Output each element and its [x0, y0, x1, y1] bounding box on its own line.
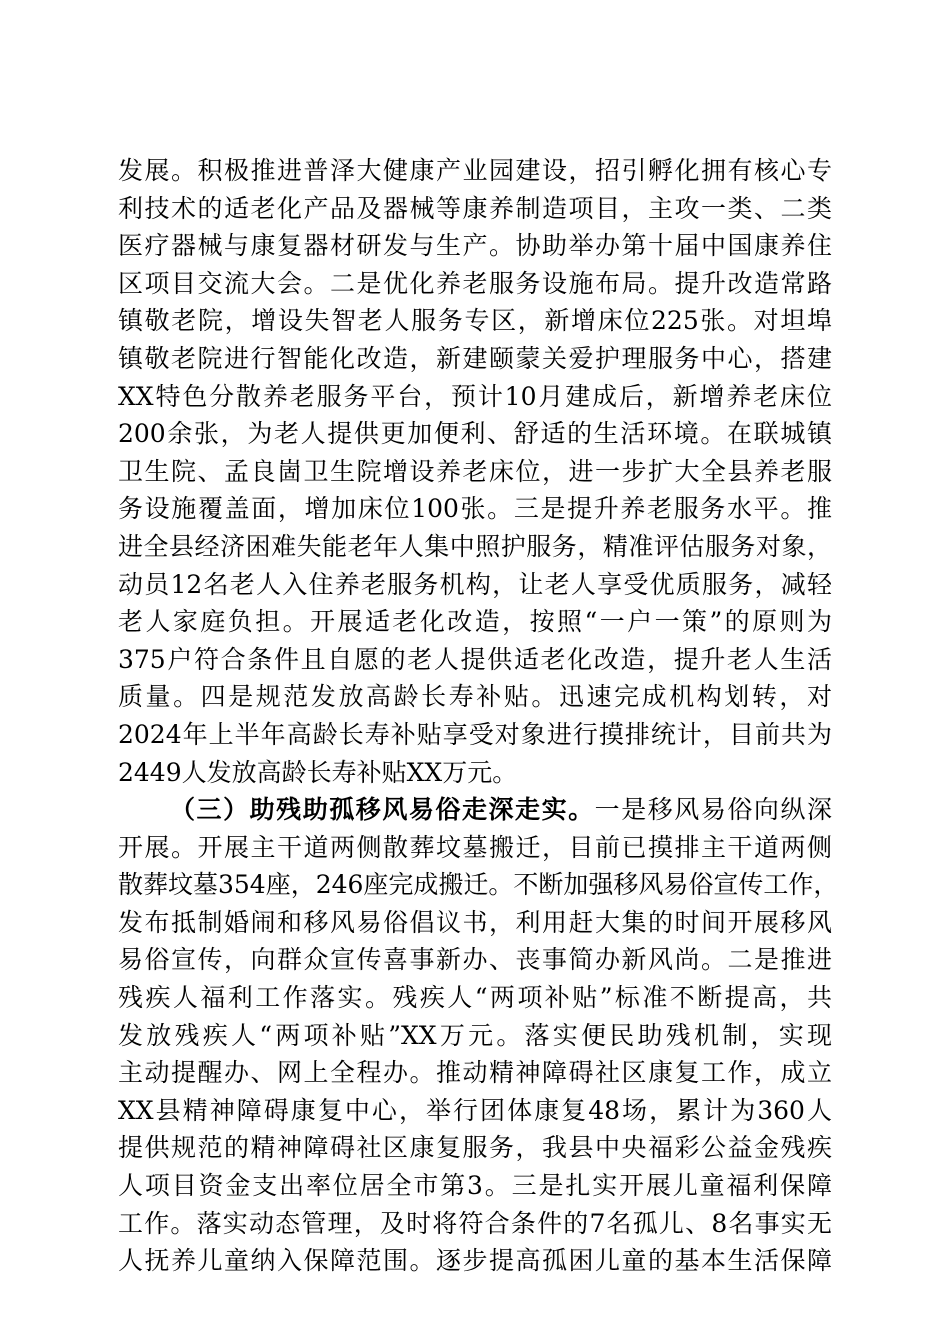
paragraph-line: 老人家庭负担。开展适老化改造，按照“一户一策”的原则为 [118, 607, 832, 637]
paragraph-line: 进全县经济困难失能老年人集中照护服务，精准评估服务对象， [118, 531, 832, 561]
paragraph-line: 动员12名老人入住养老服务机构，让老人享受优质服务，减轻 [118, 569, 832, 599]
paragraph-line: 散葬坟墓354座，246座完成搬迁。不断加强移风易俗宣传工作， [118, 870, 839, 900]
section-heading-continuation: 一是移风易俗向纵深 [594, 795, 832, 825]
section-heading-line [118, 791, 832, 829]
paragraph-line: XX县精神障碍康复中心，举行团体康复48场，累计为360人 [118, 1095, 832, 1125]
paragraph-line: 发布抵制婚闹和移风易俗倡议书，利用赶大集的时间开展移风 [118, 907, 832, 937]
paragraph-line: 开展。开展主干道两侧散葬坟墓搬迁，目前已摸排主干道两侧 [118, 832, 832, 862]
paragraph-line: 2024年上半年高龄长寿补贴享受对象进行摸排统计，目前共为 [118, 719, 832, 749]
paragraph-line: XX特色分散养老服务平台，预计10月建成后，新增养老床位 [118, 381, 832, 411]
paragraph-line: 发放残疾人“两项补贴”XX万元。落实便民助残机制，实现 [118, 1020, 832, 1050]
paragraph-line: 提供规范的精神障碍社区康复服务，我县中央福彩公益金残疾 [118, 1133, 832, 1163]
paragraph-line: 医疗器械与康复器材研发与生产。协助举办第十届中国康养住 [118, 231, 832, 261]
paragraph-line: 残疾人福利工作落实。残疾人“两项补贴”标准不断提高，共 [118, 983, 832, 1013]
paragraph-line: 2449人发放高龄长寿补贴XX万元。 [118, 757, 518, 787]
paragraph-line: 卫生院、孟良崮卫生院增设养老床位，进一步扩大全县养老服 [118, 456, 832, 486]
paragraph-line: 人项目资金支出率位居全市第3。三是扎实开展儿童福利保障 [118, 1171, 832, 1201]
paragraph-line: 200余张，为老人提供更加便利、舒适的生活环境。在联城镇 [118, 419, 832, 449]
paragraph-line: 工作。落实动态管理，及时将符合条件的7名孤儿、8名事实无 [118, 1208, 832, 1238]
paragraph-line: 利技术的适老化产品及器械等康养制造项目，主攻一类、二类 [118, 193, 832, 223]
paragraph-line: 务设施覆盖面，增加床位100张。三是提升养老服务水平。推 [118, 494, 832, 524]
paragraph-line: 375户符合条件且自愿的老人提供适老化改造，提升老人生活 [118, 644, 832, 674]
section-heading: （三）助残助孤移风易俗走深走实。 [170, 795, 595, 825]
paragraph-line: 镇敬老院进行智能化改造，新建颐蒙关爱护理服务中心，搭建 [118, 343, 832, 373]
paragraph-line: 发展。积极推进普泽大健康产业园建设，招引孵化拥有核心专 [118, 156, 832, 185]
document-body [118, 152, 839, 1280]
paragraph-line: 镇敬老院，增设失智老人服务专区，新增床位225张。对坦埠 [118, 306, 832, 336]
paragraph-line: 区项目交流大会。二是优化养老服务设施布局。提升改造常路 [118, 268, 832, 298]
paragraph-line: 人抚养儿童纳入保障范围。逐步提高孤困儿童的基本生活保障 [118, 1246, 832, 1276]
paragraph-line: 主动提醒办、网上全程办。推动精神障碍社区康复工作，成立 [118, 1058, 832, 1088]
paragraph-line: 质量。四是规范发放高龄长寿补贴。迅速完成机构划转，对 [118, 682, 832, 712]
paragraph-line: 易俗宣传，向群众宣传喜事新办、丧事简办新风尚。二是推进 [118, 945, 832, 975]
